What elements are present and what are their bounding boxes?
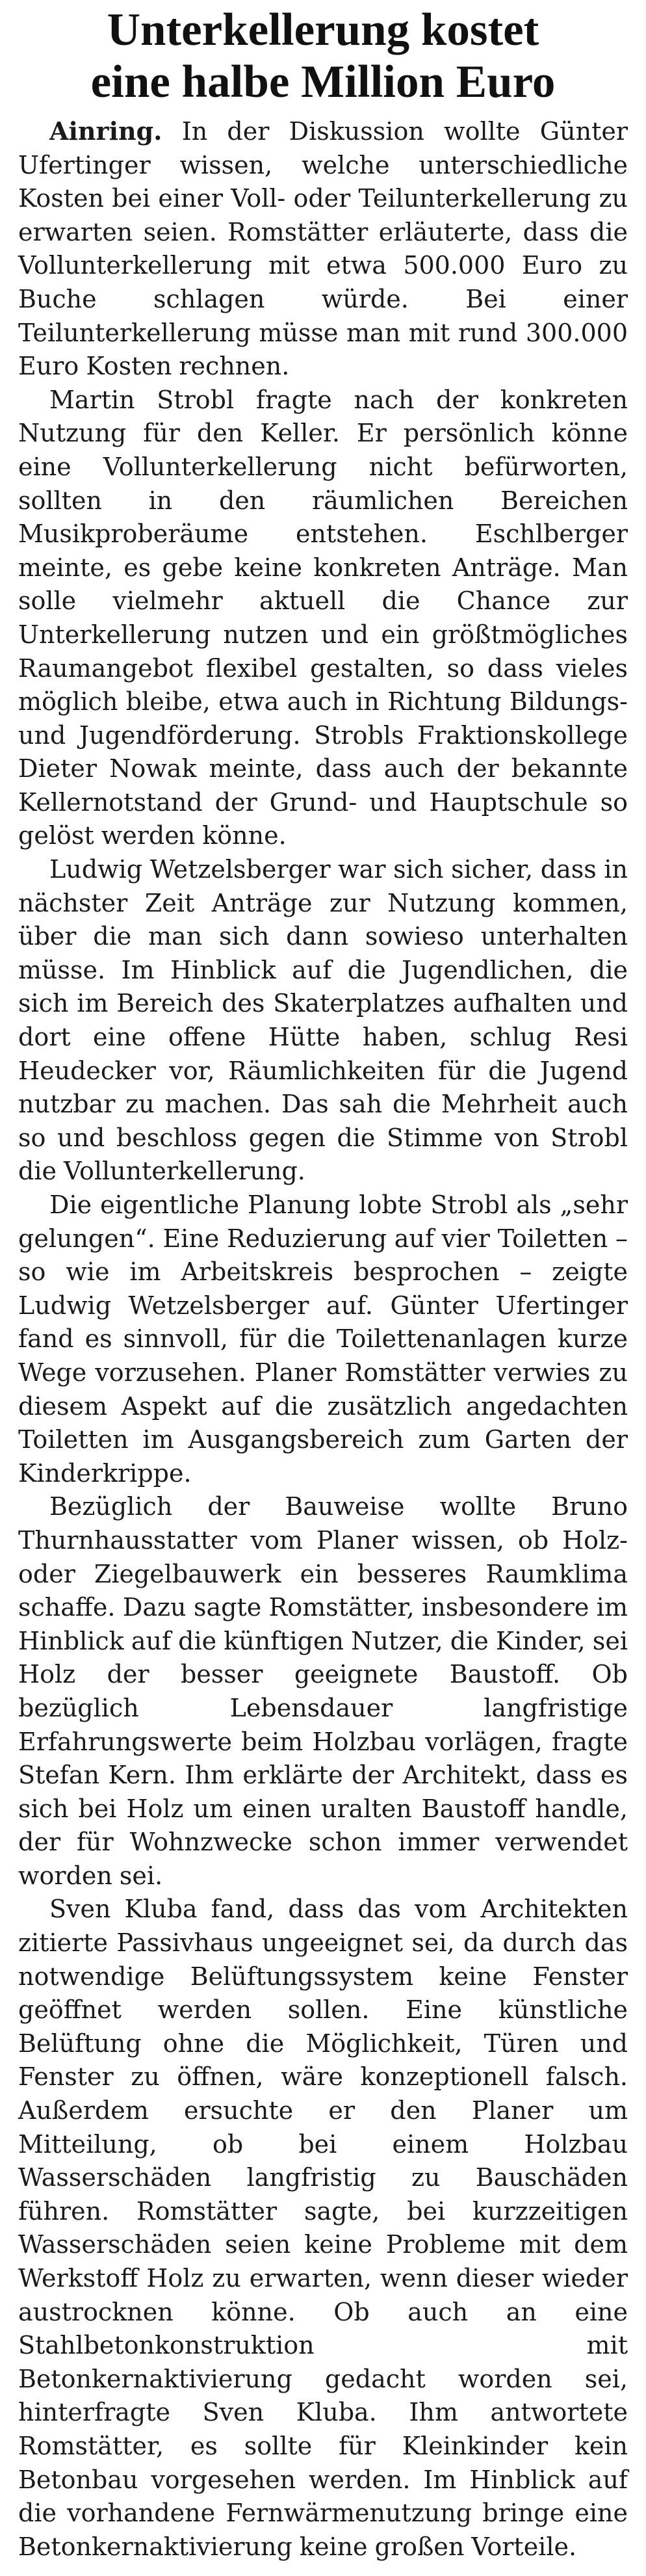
paragraph-1: [18, 114, 628, 384]
headline-line-1: Unterkellerung kostet: [107, 5, 539, 55]
dateline: Ainring.: [49, 116, 162, 146]
paragraph-1-text: In der Diskussion wollte Günter Ufertinger wissen, welche unterschiedliche Kosten bei einer Voll- oder Teilunterkellerung zu erwarten seien. Romstätter erläuterte, dass die Vollunterkellerung mit etwa 500.000 Euro zu Buche schlagen würde. Bei einer Teilunterkellerung müsse man mit rund 300.000 Euro Kosten rechnen.: [18, 117, 628, 381]
paragraph-6: Sven Kluba fand, dass das vom Architekten zitierte Passivhaus ungeeignet sei, da durch das notwendige Belüftungssystem keine Fenster geöffnet werden sollen. Eine künstliche Belüftung ohne die Möglichkeit, Türen und Fenster zu öffnen, wäre konzeptionell falsch. Außerdem ersuchte er den Planer um Mitteilung, ob bei einem Holzbau Wasserschäden langfristig zu Bauschäden führen. Romstätter sagte, bei kurzzeitigen Wasserschäden seien keine Probleme mit dem Werkstoff Holz zu erwarten, wenn dieser wieder austrocknen könne. Ob auch an eine Stahlbetonkonstruktion mit Betonkernaktivierung gedacht worden sei, hinterfragte Sven Kluba. Ihm antwortete Romstätter, es sollte für Kleinkinder kein Betonbau vorgesehen werden. Im Hinblick auf die vorhandene Fernwärmenutzung bringe eine Betonkernaktivierung keine großen Vorteile.: [18, 1895, 628, 2561]
newspaper-article: [18, 4, 628, 2564]
headline-line-2: eine halbe Million Euro: [90, 57, 556, 107]
paragraph-2: Martin Strobl fragte nach der konkreten Nutzung für den Keller. Er persönlich könne eine Vollunterkellerung nicht befürworten, sollten in den räumlichen Bereichen Musikproberäume entstehen. Eschlberger meinte, es gebe keine konkreten Anträge. Man solle vielmehr aktuell die Chance zur Unterkellerung nutzen und ein größtmögliches Raumangebot flexibel gestalten, so dass vieles möglich bleibe, etwa auch in Richtung Bildungs- und Jugendförderung. Strobls Fraktionskollege Dieter Nowak meinte, dass auch der bekannte Kellernotstand der Grund- und Hauptschule so gelöst werden könne.: [18, 385, 628, 850]
article-body: [18, 114, 628, 2564]
headline: [18, 4, 628, 108]
paragraph-3: Ludwig Wetzelsberger war sich sicher, dass in nächster Zeit Anträge zur Nutzung kommen, über die man sich dann sowieso unterhalten müsse. Im Hinblick auf die Jugendlichen, die sich im Bereich des Skaterplatzes aufhalten und dort eine offene Hütte haben, schlug Resi Heudecker vor, Räumlichkeiten für die Jugend nutzbar zu machen. Das sah die Mehrheit auch so und beschloss gegen die Stimme von Strobl die Vollunterkellerung.: [18, 855, 628, 1186]
paragraph-5: Bezüglich der Bauweise wollte Bruno Thurnhausstatter vom Planer wissen, ob Holz- oder Ziegelbauwerk ein besseres Raumklima schaffe. Dazu sagte Romstätter, insbesondere im Hinblick auf die künftigen Nutzer, die Kinder, sei Holz der besser geeignete Baustoff. Ob bezüglich Lebensdauer langfristige Erfahrungswerte beim Holzbau vorlägen, fragte Stefan Kern. Ihm erklärte der Architekt, dass es sich bei Holz um einen uralten Baustoff handle, der für Wohnzwecke schon immer verwendet worden sei.: [18, 1492, 628, 1890]
paragraph-4: Die eigentliche Planung lobte Strobl als „sehr gelungen“. Eine Reduzierung auf vier Toiletten – so wie im Arbeitskreis besprochen – zeigte Ludwig Wetzelsberger auf. Günter Ufertinger fand es sinnvoll, für die Toilettenanlagen kurze Wege vorzusehen. Planer Romstätter verwies zu diesem Aspekt auf die zusätzlich angedachten Toiletten im Ausgangsbereich zum Garten der Kinderkrippe.: [18, 1190, 628, 1488]
